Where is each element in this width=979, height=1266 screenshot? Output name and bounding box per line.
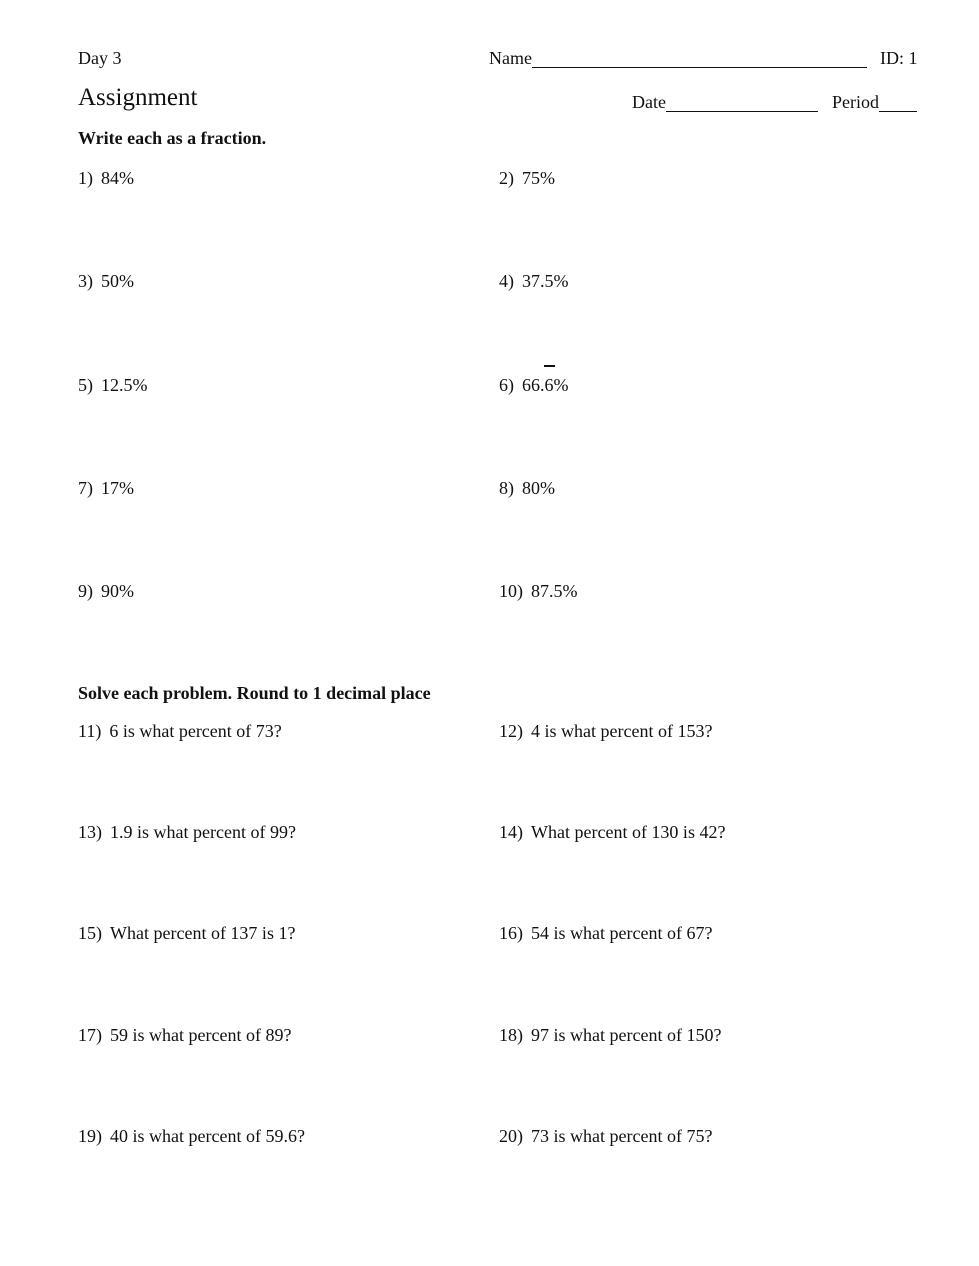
- date-field: [632, 91, 818, 113]
- problem-number: 20): [499, 1126, 523, 1146]
- section2-instruction: Solve each problem. Round to 1 decimal place: [78, 683, 431, 703]
- name-label: Name: [489, 48, 532, 68]
- problem-number: 15): [78, 923, 102, 943]
- problem-text: 37.5%: [522, 271, 569, 291]
- problem-text: 73 is what percent of 75?: [531, 1126, 713, 1146]
- problem-text: 97 is what percent of 150?: [531, 1025, 722, 1045]
- problem-number: 16): [499, 923, 523, 943]
- page-title: Assignment: [78, 84, 198, 111]
- problem-number: 14): [499, 822, 523, 842]
- problem-2: [499, 167, 555, 189]
- problem-number: 19): [78, 1126, 102, 1146]
- name-field: [489, 47, 867, 69]
- problem-text: 80%: [522, 478, 555, 498]
- problem-8: [499, 477, 555, 499]
- problem-13: [78, 821, 296, 843]
- problem-19: [78, 1125, 305, 1147]
- problem-number: 18): [499, 1025, 523, 1045]
- problem-text: [522, 375, 569, 395]
- problem-number: 5): [78, 375, 93, 395]
- problem-text: 17%: [101, 478, 134, 498]
- problem-text: 4 is what percent of 153?: [531, 721, 713, 741]
- problem-number: 4): [499, 271, 514, 291]
- problem-text: 59 is what percent of 89?: [110, 1025, 292, 1045]
- period-input[interactable]: [879, 93, 917, 112]
- problem-16: [499, 922, 712, 944]
- problem-text: What percent of 137 is 1?: [110, 923, 296, 943]
- date-label: Date: [632, 92, 666, 112]
- problem-7: [78, 477, 134, 499]
- section1-instruction: Write each as a fraction.: [78, 128, 267, 148]
- problem-number: 13): [78, 822, 102, 842]
- period-label: Period: [832, 92, 879, 112]
- problem-11: [78, 720, 282, 742]
- problem-10: [499, 580, 578, 602]
- problem-text: 54 is what percent of 67?: [531, 923, 713, 943]
- problem-number: 9): [78, 581, 93, 601]
- problem-text: What percent of 130 is 42?: [531, 822, 726, 842]
- problem-12: [499, 720, 712, 742]
- problem-number: 10): [499, 581, 523, 601]
- problem-number: 17): [78, 1025, 102, 1045]
- problem-text: 75%: [522, 168, 555, 188]
- problem-1: [78, 167, 134, 189]
- period-field: [832, 91, 917, 113]
- day-label: Day 3: [78, 48, 122, 68]
- repeating-digit: 6: [544, 375, 554, 395]
- id-label: ID: 1: [880, 48, 918, 68]
- problem-4: [499, 270, 569, 292]
- name-input[interactable]: [532, 49, 867, 68]
- problem-15: [78, 922, 295, 944]
- problem-18: [499, 1024, 721, 1046]
- problem-number: 12): [499, 721, 523, 741]
- problem-20: [499, 1125, 712, 1147]
- problem-number: 7): [78, 478, 93, 498]
- problem-number: 8): [499, 478, 514, 498]
- problem-text: 87.5%: [531, 581, 578, 601]
- problem-text-suffix: %: [553, 375, 569, 395]
- problem-number: 11): [78, 721, 102, 741]
- problem-number: 1): [78, 168, 93, 188]
- problem-3: [78, 270, 134, 292]
- problem-text: 90%: [101, 581, 134, 601]
- problem-text: 50%: [101, 271, 134, 291]
- date-input[interactable]: [666, 93, 818, 112]
- problem-text: 1.9 is what percent of 99?: [110, 822, 296, 842]
- problem-text-prefix: 66.: [522, 375, 545, 395]
- problem-6: [499, 374, 569, 396]
- problem-17: [78, 1024, 291, 1046]
- problem-text: 40 is what percent of 59.6?: [110, 1126, 305, 1146]
- problem-number: 6): [499, 375, 514, 395]
- problem-5: [78, 374, 148, 396]
- problem-number: 2): [499, 168, 514, 188]
- problem-9: [78, 580, 134, 602]
- problem-number: 3): [78, 271, 93, 291]
- problem-text: 6 is what percent of 73?: [109, 721, 282, 741]
- problem-text: 12.5%: [101, 375, 148, 395]
- problem-14: [499, 821, 725, 843]
- problem-text: 84%: [101, 168, 134, 188]
